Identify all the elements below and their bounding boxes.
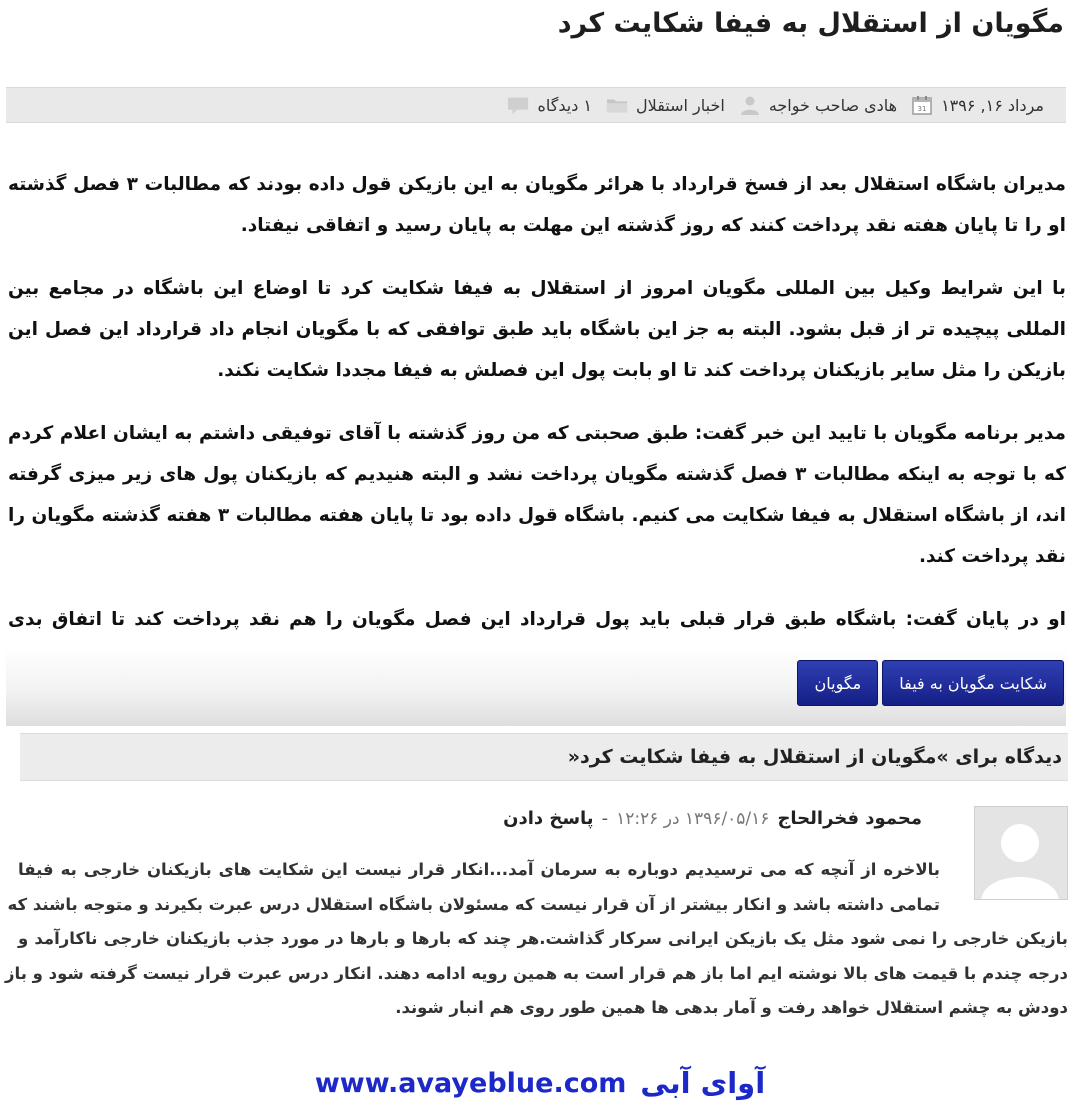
comment-separator: - [601,808,609,829]
article-paragraph: مدیران باشگاه استقلال بعد از فسخ قرارداد با هرائر مگویان به این بازیکن قول داده بودند که مطالبات ۳ فصل گذشته او را تا پایان هفته نقد پرداخت کنند که روز گذشته این مهلت به پایان رسید و اتفاقی نیفتاد. [8,174,1066,236]
reply-link[interactable]: پاسخ دادن [503,808,594,829]
post-category[interactable] [606,94,725,116]
page-title: مگویان از استقلال به فیفا شکایت کرد [557,8,1064,39]
comment-line: بازیکن خارجی را نمی شود مثل یک بازیکن ایرانی سرکار گذاشت.هر چند که بارها و بارها در مورد جذب بازیکنان خارجی ناکارآمد و [18,929,1068,948]
comment-line: بالاخره از آنچه که می ترسیدیم دوباره به سرمان آمد...انکار قرار نیست این شکایت های بازیکنان خارجی به فیفا [18,860,940,879]
tag-list [797,660,1064,706]
svg-text:31: 31 [917,105,927,113]
comment-line: درجه چندم با قیمت های بالا نوشته ایم اما باز هم قرار است به همین رویه ادامه دهند. انکار درس عبرت قرار نیست گرفته شود و باز [5,963,1068,983]
comment-line: دودش به چشم استقلال خواهد رفت و آمار بدهی ها همین طور روی هم انبار شوند. [395,998,1068,1017]
user-icon [739,94,761,116]
post-author[interactable] [739,94,897,116]
article-paragraph: مدیر برنامه مگویان با تایید این خبر گفت: طبق صحبتی که من روز گذشته با آقای توفیقی داشتم به ایشان اعلام کردم که با توجه به اینکه مطالبات ۳ فصل گذشته مگویان پرداخت نشد و البته هنیدیم که بازیکنان پول های زیر میزی گرفته اند، از باشگاه استقلال به فیفا شکایت می کنیم. باشگاه قول داده بود تا پایان هفته مطالبات ۳ هفته گذشته مگویان را نقد پرداخت کند. [8,423,1066,567]
site-watermark [0,1066,1080,1100]
post-date [911,94,1044,116]
post-category-text[interactable]: اخبار استقلال [636,95,725,115]
site-url[interactable]: www.avayeblue.com [314,1067,627,1099]
post-author-text[interactable]: هادی صاحب خواجه [768,95,898,115]
comment-date[interactable]: ۱۳۹۶/۰۵/۱۶ در ۱۲:۲۶ [616,809,770,829]
post-comments-count-text[interactable]: ۱ دیدگاه [537,95,593,115]
post-date-text: مرداد ۱۶, ۱۳۹۶ [941,95,1044,115]
comments-header [20,733,1068,781]
comment-line: تمامی داشته باشد و انکار بیشتر از آن قرار نیست که مسئولان باشگاه استقلال درس عبرت بکیرند و متوجه باشند که [7,894,940,914]
site-brand: آوای آبی [640,1066,766,1100]
post-comments-count[interactable] [507,94,592,116]
calendar-icon [911,94,933,116]
comment-body [5,853,1068,1026]
tag-magoyan[interactable]: مگویان [797,660,878,706]
tag-fifa-complaint[interactable]: شکایت مگویان به فیفا [882,660,1064,706]
comment-icon [507,94,529,116]
article-paragraph: با این شرایط وکیل بین المللی مگویان امروز از استقلال به فیفا شکایت کرد تا اوضاع این باشگاه در مجامع بین المللی پیچیده تر از قبل بشود. البته به جز این باشگاه باید طبق توافقی که با مگویان انجام داد قرارداد این فصل این بازیکن را مثل سایر بازیکنان پرداخت کند تا او بابت پول این فصلش به فیفا مجددا شکایت نکند. [8,278,1066,381]
post-meta-bar [6,87,1066,123]
folder-icon [606,94,628,116]
comments-header-text: دیدگاه برای »مگویان از استقلال به فیفا شکایت کرد« [567,746,1062,768]
article-paragraph: او در پایان گفت: باشگاه طبق قرار قبلی باید پول قرارداد این فصل مگویان را هم نقد پرداخت کند تا اتفاق بدی [8,609,1066,630]
comment-author[interactable]: محمود فخرالحاج [777,808,922,829]
comment-meta [503,808,922,829]
